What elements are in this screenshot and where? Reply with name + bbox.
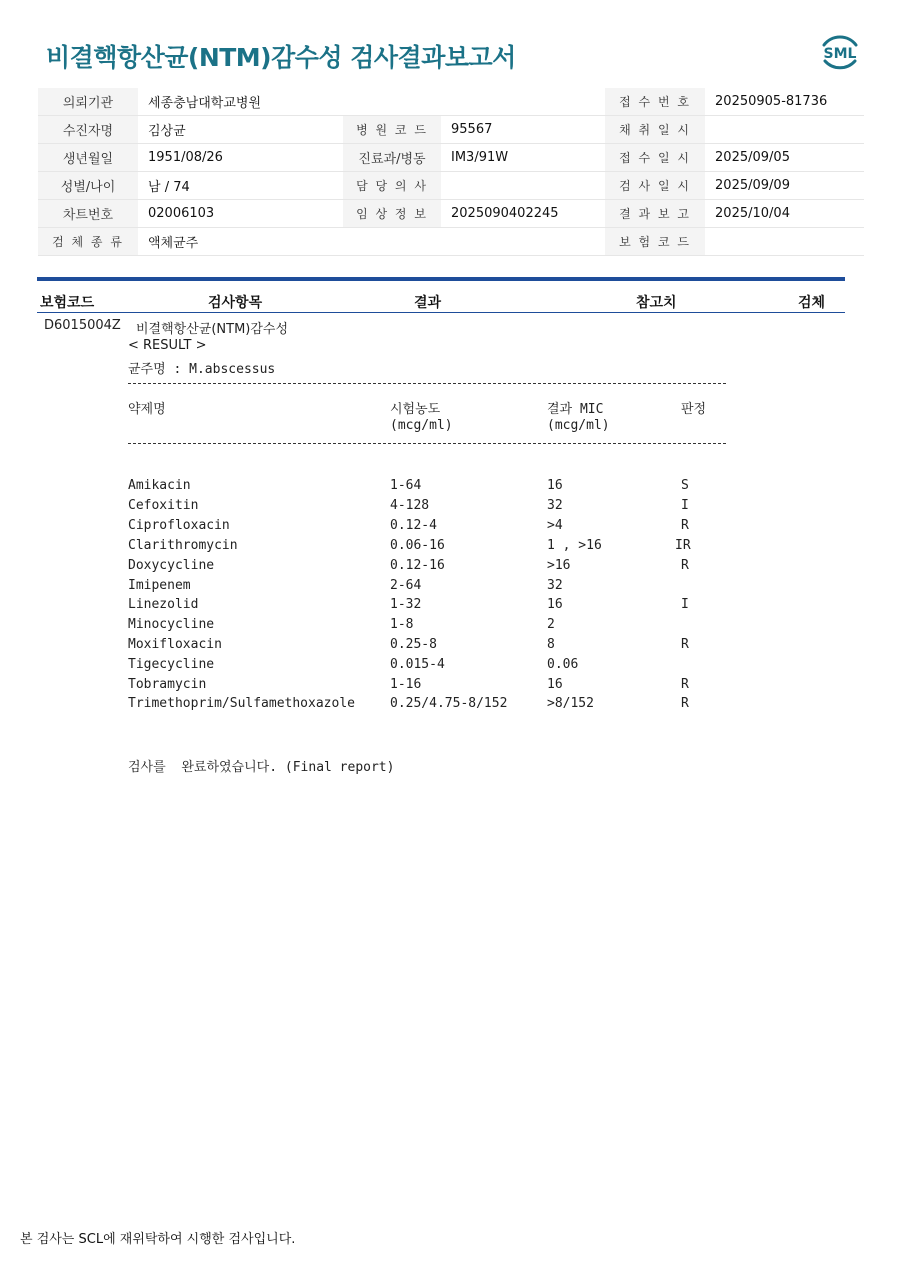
info-label: 임 상 정 보 (343, 200, 441, 228)
result-label: < RESULT > (128, 338, 207, 353)
drug-name: Minocycline (128, 617, 215, 632)
col-drug-name: 약제명 (128, 402, 166, 417)
info-label: 진료과/병동 (343, 144, 441, 172)
info-row (38, 172, 864, 200)
drug-row (0, 657, 900, 677)
drug-range: 1-16 (390, 677, 422, 692)
drug-name: Trimethoprim/Sulfamethoxazole (128, 696, 355, 711)
col-test-range-unit: (mcg/ml) (390, 418, 453, 433)
col-header-specimen: 검체 (798, 295, 826, 311)
drug-range: 0.12-16 (390, 558, 445, 573)
drug-range: 0.25-8 (390, 637, 437, 652)
col-header-result: 결과 (414, 295, 442, 311)
drug-range: 0.12-4 (390, 518, 437, 533)
drug-mic: 2 (547, 617, 555, 632)
patient-info-table (38, 88, 864, 256)
drug-name: Doxycycline (128, 558, 215, 573)
info-value: 95567 (441, 116, 605, 144)
organism-name: 균주명 : M.abscessus (128, 362, 276, 377)
drug-row (0, 696, 900, 716)
info-label: 병 원 코 드 (343, 116, 441, 144)
drug-interp: I (681, 498, 689, 513)
col-mic: 결과 MIC (547, 402, 604, 417)
info-label: 접 수 번 호 (605, 88, 705, 116)
footer-note: 본 검사는 SCL에 재위탁하여 시행한 검사입니다. (20, 1232, 296, 1247)
drug-row (0, 578, 900, 598)
drug-interp: R (681, 637, 689, 652)
drug-row (0, 617, 900, 637)
info-value: 2025/09/05 (705, 144, 864, 172)
col-header-test-item: 검사항목 (208, 295, 263, 311)
drug-mic: 32 (547, 498, 563, 513)
info-row (38, 88, 864, 116)
drug-mic: >4 (547, 518, 563, 533)
info-value: 김상균 (138, 116, 343, 144)
drug-mic: 32 (547, 578, 563, 593)
info-row (38, 200, 864, 228)
info-label: 검 사 일 시 (605, 172, 705, 200)
report-title: 비결핵항산균(NTM)감수성 검사결과보고서 (46, 43, 516, 72)
col-mic-unit: (mcg/ml) (547, 418, 610, 433)
drug-name: Linezolid (128, 597, 199, 612)
drug-row (0, 498, 900, 518)
drug-mic: 0.06 (547, 657, 579, 672)
dashed-divider (128, 383, 726, 384)
drug-name: Moxifloxacin (128, 637, 222, 652)
info-value: 2025/09/09 (705, 172, 864, 200)
drug-row (0, 558, 900, 578)
drug-range: 1-8 (390, 617, 414, 632)
drug-mic: 16 (547, 597, 563, 612)
drug-row (0, 538, 900, 558)
drug-mic: >16 (547, 558, 571, 573)
col-test-range: 시험농도 (390, 402, 441, 417)
drug-mic: 16 (547, 677, 563, 692)
info-value: 2025090402245 (441, 200, 605, 228)
drug-row (0, 597, 900, 617)
drug-interp: R (681, 558, 689, 573)
final-report-note: 검사를 완료하였습니다. (Final report) (128, 760, 395, 775)
drug-range: 2-64 (390, 578, 422, 593)
drug-name: Amikacin (128, 478, 191, 493)
info-label: 검 체 종 류 (38, 228, 138, 256)
drug-interp: IR (675, 538, 691, 553)
drug-row (0, 478, 900, 498)
drug-mic: >8/152 (547, 696, 594, 711)
drug-interp: I (681, 597, 689, 612)
drug-interp: S (681, 478, 689, 493)
header-divider (37, 312, 845, 313)
drug-name: Tigecycline (128, 657, 215, 672)
test-code: D6015004Z (44, 318, 121, 333)
drug-range: 0.06-16 (390, 538, 445, 553)
drug-mic: 1 , >16 (547, 538, 602, 553)
info-value: 2025/10/04 (705, 200, 864, 228)
info-label: 차트번호 (38, 200, 138, 228)
info-label: 접 수 일 시 (605, 144, 705, 172)
info-value: 남 / 74 (138, 172, 343, 200)
info-label: 보 험 코 드 (605, 228, 705, 256)
col-header-reference: 참고치 (636, 295, 677, 311)
info-label: 생년월일 (38, 144, 138, 172)
info-value: 액체균주 (138, 228, 605, 256)
col-header-insurance-code: 보험코드 (40, 295, 95, 311)
info-value (705, 228, 864, 256)
drug-name: Ciprofloxacin (128, 518, 230, 533)
info-value: 20250905-81736 (705, 88, 864, 116)
info-label: 수진자명 (38, 116, 138, 144)
info-label: 채 취 일 시 (605, 116, 705, 144)
drug-name: Cefoxitin (128, 498, 199, 513)
info-label: 성별/나이 (38, 172, 138, 200)
info-row (38, 116, 864, 144)
sml-logo-icon (816, 28, 864, 76)
svg-text:SML: SML (823, 46, 857, 62)
info-row (38, 228, 864, 256)
drug-row (0, 637, 900, 657)
info-row (38, 144, 864, 172)
drug-name: Clarithromycin (128, 538, 238, 553)
info-value: IM3/91W (441, 144, 605, 172)
drug-interp: R (681, 677, 689, 692)
drug-name: Imipenem (128, 578, 191, 593)
drug-range: 0.015-4 (390, 657, 445, 672)
info-label: 의뢰기관 (38, 88, 138, 116)
col-interpretation: 판정 (681, 402, 707, 417)
drug-row (0, 518, 900, 538)
drug-interp: R (681, 518, 689, 533)
dashed-divider (128, 443, 726, 444)
info-value: 세종충남대학교병원 (138, 88, 605, 116)
drug-range: 0.25/4.75-8/152 (390, 696, 508, 711)
section-divider (37, 277, 845, 281)
test-name: 비결핵항산균(NTM)감수성 (136, 322, 289, 337)
info-value: 02006103 (138, 200, 343, 228)
drug-range: 4-128 (390, 498, 430, 513)
info-label: 담 당 의 사 (343, 172, 441, 200)
drug-mic: 8 (547, 637, 555, 652)
drug-mic: 16 (547, 478, 563, 493)
info-value (705, 116, 864, 144)
drug-range: 1-64 (390, 478, 422, 493)
info-value: 1951/08/26 (138, 144, 343, 172)
drug-name: Tobramycin (128, 677, 207, 692)
info-value (441, 172, 605, 200)
drug-row (0, 677, 900, 697)
drug-interp: R (681, 696, 689, 711)
info-label: 결 과 보 고 (605, 200, 705, 228)
drug-range: 1-32 (390, 597, 422, 612)
